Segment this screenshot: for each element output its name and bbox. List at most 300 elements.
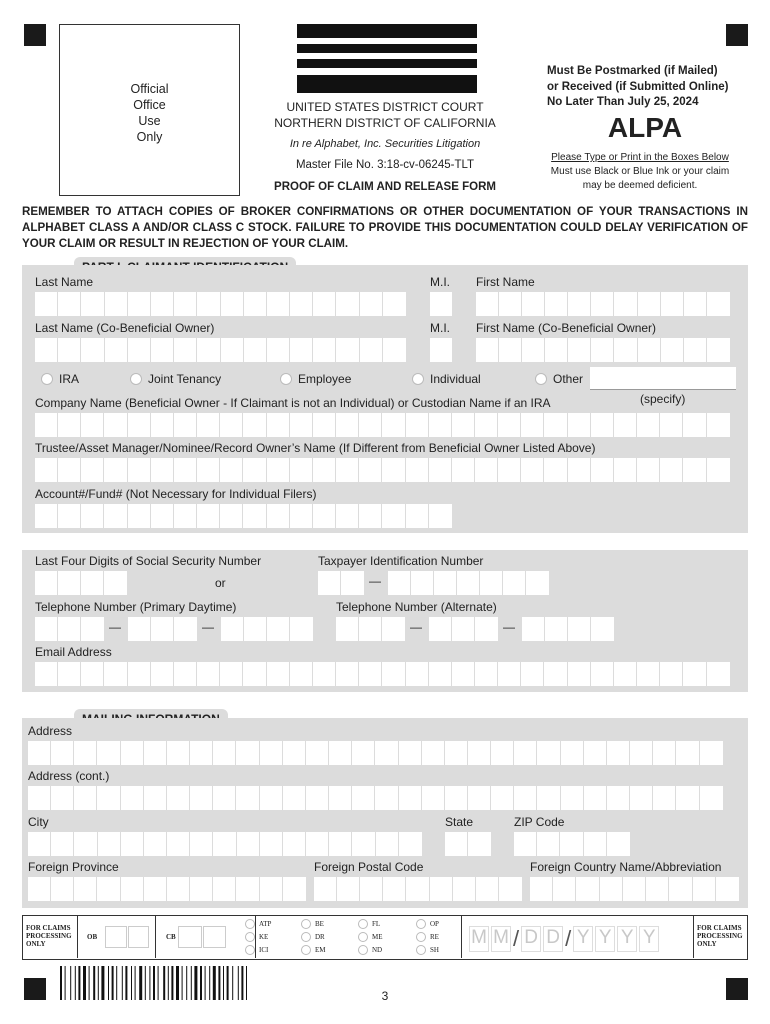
char-box[interactable] (707, 458, 730, 482)
foreign-country-field[interactable] (530, 877, 739, 901)
char-box[interactable] (684, 338, 707, 362)
char-box[interactable] (514, 832, 537, 856)
char-box[interactable] (430, 338, 452, 362)
char-box[interactable] (568, 292, 591, 316)
char-box[interactable] (476, 292, 499, 316)
char-box[interactable] (35, 504, 58, 528)
char-box[interactable] (637, 458, 660, 482)
char-box[interactable] (514, 786, 537, 810)
char-box[interactable] (591, 413, 614, 437)
char-box[interactable] (406, 504, 429, 528)
co-first-name-field[interactable] (476, 338, 730, 362)
char-box[interactable] (260, 741, 283, 765)
ob-boxes[interactable] (105, 926, 149, 948)
char-box[interactable] (237, 832, 260, 856)
char-box[interactable] (197, 504, 220, 528)
atp-radio[interactable] (245, 919, 255, 929)
tin-prefix-field[interactable] (318, 571, 364, 595)
char-box[interactable] (498, 458, 521, 482)
char-box[interactable] (104, 413, 127, 437)
char-box[interactable] (74, 786, 97, 810)
employee-radio[interactable] (280, 373, 292, 385)
char-box[interactable] (375, 786, 398, 810)
char-box[interactable] (58, 504, 81, 528)
char-box[interactable] (213, 786, 236, 810)
char-box[interactable] (360, 877, 383, 901)
char-box[interactable] (81, 504, 104, 528)
char-box[interactable] (544, 662, 567, 686)
char-box[interactable] (383, 292, 406, 316)
email-field[interactable] (35, 662, 730, 686)
char-box[interactable] (151, 504, 174, 528)
char-box[interactable] (630, 786, 653, 810)
char-box[interactable] (399, 786, 422, 810)
char-box[interactable] (476, 338, 499, 362)
char-box[interactable] (197, 458, 220, 482)
char-box[interactable] (429, 662, 452, 686)
char-box[interactable] (700, 741, 723, 765)
char-box[interactable] (197, 662, 220, 686)
char-box[interactable] (568, 617, 591, 641)
char-box[interactable] (197, 413, 220, 437)
char-box[interactable] (614, 458, 637, 482)
dr-radio[interactable] (301, 932, 311, 942)
char-box[interactable] (445, 741, 468, 765)
received-date-field[interactable] (469, 926, 659, 952)
char-box[interactable] (336, 292, 359, 316)
tin-suffix-field[interactable] (388, 571, 549, 595)
char-box[interactable] (128, 413, 151, 437)
phone-alt-area-field[interactable] (336, 617, 405, 641)
char-box[interactable] (716, 877, 739, 901)
char-box[interactable] (58, 413, 81, 437)
char-box[interactable] (359, 413, 382, 437)
char-box[interactable] (51, 877, 74, 901)
char-box[interactable] (576, 877, 599, 901)
foreign-province-field[interactable] (28, 877, 306, 901)
char-box[interactable] (267, 458, 290, 482)
char-box[interactable] (399, 741, 422, 765)
char-box[interactable] (167, 741, 190, 765)
char-box[interactable] (568, 338, 591, 362)
char-box[interactable] (476, 877, 499, 901)
char-box[interactable] (383, 877, 406, 901)
char-box[interactable] (144, 832, 167, 856)
phone-alt-line-field[interactable] (522, 617, 614, 641)
char-box[interactable] (105, 292, 128, 316)
account-field[interactable] (35, 504, 452, 528)
char-box[interactable] (514, 741, 537, 765)
first-name-field[interactable] (476, 292, 730, 316)
city-field[interactable] (28, 832, 422, 856)
char-box[interactable] (337, 877, 360, 901)
char-box[interactable] (81, 617, 104, 641)
char-box[interactable] (707, 662, 730, 686)
char-box[interactable] (267, 504, 290, 528)
char-box[interactable] (267, 662, 290, 686)
char-box[interactable] (382, 413, 405, 437)
char-box[interactable] (190, 786, 213, 810)
char-box[interactable] (561, 741, 584, 765)
char-box[interactable] (314, 877, 337, 901)
char-box[interactable] (174, 458, 197, 482)
char-box[interactable] (313, 504, 336, 528)
char-box[interactable] (660, 662, 683, 686)
char-box[interactable] (614, 292, 637, 316)
char-box[interactable] (267, 292, 290, 316)
char-box[interactable] (498, 413, 521, 437)
char-box[interactable] (630, 741, 653, 765)
me-radio[interactable] (358, 932, 368, 942)
joint-tenancy-radio[interactable] (130, 373, 142, 385)
char-box[interactable] (243, 662, 266, 686)
char-box[interactable] (376, 832, 399, 856)
char-box[interactable] (128, 504, 151, 528)
char-box[interactable] (684, 292, 707, 316)
char-box[interactable] (375, 741, 398, 765)
char-box[interactable] (104, 571, 127, 595)
char-box[interactable] (290, 413, 313, 437)
char-box[interactable] (329, 786, 352, 810)
char-box[interactable] (336, 662, 359, 686)
char-box[interactable] (220, 413, 243, 437)
char-box[interactable] (290, 617, 313, 641)
char-box[interactable] (51, 741, 74, 765)
char-box[interactable] (74, 877, 97, 901)
char-box[interactable] (406, 877, 429, 901)
char-box[interactable] (58, 458, 81, 482)
char-box[interactable] (522, 292, 545, 316)
char-box[interactable] (243, 504, 266, 528)
char-box[interactable] (607, 741, 630, 765)
char-box[interactable] (591, 292, 614, 316)
char-box[interactable] (81, 413, 104, 437)
zip-field[interactable] (514, 832, 630, 856)
char-box[interactable] (58, 662, 81, 686)
char-box[interactable] (422, 741, 445, 765)
address-field[interactable] (28, 741, 723, 765)
char-box[interactable] (560, 832, 583, 856)
char-box[interactable] (174, 504, 197, 528)
char-box[interactable] (81, 571, 104, 595)
sh-radio[interactable] (416, 945, 426, 955)
char-box[interactable] (360, 292, 383, 316)
char-box[interactable] (568, 458, 591, 482)
char-box[interactable] (318, 571, 341, 595)
char-box[interactable] (499, 292, 522, 316)
char-box[interactable] (104, 662, 127, 686)
phone-primary-line-field[interactable] (221, 617, 313, 641)
char-box[interactable] (244, 292, 267, 316)
char-box[interactable] (475, 413, 498, 437)
char-box[interactable] (58, 292, 81, 316)
char-box[interactable] (28, 877, 51, 901)
char-box[interactable] (260, 877, 283, 901)
ke-radio[interactable] (245, 932, 255, 942)
char-box[interactable] (174, 617, 197, 641)
char-box[interactable] (128, 617, 151, 641)
char-box[interactable] (313, 338, 336, 362)
char-box[interactable] (35, 571, 58, 595)
char-box[interactable] (399, 832, 422, 856)
char-box[interactable] (352, 786, 375, 810)
char-box[interactable] (167, 877, 190, 901)
char-box[interactable] (700, 786, 723, 810)
char-box[interactable] (468, 741, 491, 765)
co-last-name-field[interactable] (35, 338, 406, 362)
char-box[interactable] (434, 571, 457, 595)
char-box[interactable] (499, 877, 522, 901)
char-box[interactable] (545, 292, 568, 316)
co-mi-field[interactable] (430, 338, 452, 362)
char-box[interactable] (584, 832, 607, 856)
char-box[interactable] (28, 832, 51, 856)
char-box[interactable] (676, 786, 699, 810)
char-box[interactable] (503, 571, 526, 595)
char-box[interactable] (491, 741, 514, 765)
char-box[interactable] (406, 458, 429, 482)
char-box[interactable] (97, 786, 120, 810)
char-box[interactable] (526, 571, 549, 595)
char-box[interactable] (445, 832, 468, 856)
char-box[interactable] (306, 832, 329, 856)
char-box[interactable] (491, 786, 514, 810)
char-box[interactable] (707, 413, 730, 437)
char-box[interactable] (267, 617, 290, 641)
char-box[interactable] (221, 292, 244, 316)
char-box[interactable] (283, 741, 306, 765)
char-box[interactable] (452, 617, 475, 641)
char-box[interactable] (638, 292, 661, 316)
phone-primary-prefix-field[interactable] (128, 617, 197, 641)
char-box[interactable] (313, 662, 336, 686)
char-box[interactable] (544, 458, 567, 482)
char-box[interactable] (545, 338, 568, 362)
char-box[interactable] (220, 458, 243, 482)
char-box[interactable] (637, 413, 660, 437)
char-box[interactable] (243, 413, 266, 437)
char-box[interactable] (452, 662, 475, 686)
char-box[interactable] (591, 338, 614, 362)
char-box[interactable] (452, 458, 475, 482)
char-box[interactable] (388, 571, 411, 595)
char-box[interactable] (174, 292, 197, 316)
char-box[interactable] (35, 458, 58, 482)
char-box[interactable] (74, 832, 97, 856)
char-box[interactable] (537, 741, 560, 765)
char-box[interactable] (359, 617, 382, 641)
char-box[interactable] (151, 338, 174, 362)
char-box[interactable] (197, 292, 220, 316)
char-box[interactable] (306, 786, 329, 810)
char-box[interactable] (430, 877, 453, 901)
char-box[interactable] (341, 571, 364, 595)
char-box[interactable] (121, 741, 144, 765)
char-box[interactable] (220, 504, 243, 528)
char-box[interactable] (553, 877, 576, 901)
char-box[interactable] (51, 786, 74, 810)
char-box[interactable] (81, 292, 104, 316)
char-box[interactable] (537, 786, 560, 810)
char-box[interactable] (58, 571, 81, 595)
char-box[interactable] (151, 292, 174, 316)
char-box[interactable] (660, 413, 683, 437)
char-box[interactable] (445, 786, 468, 810)
foreign-postal-field[interactable] (314, 877, 522, 901)
char-box[interactable] (545, 617, 568, 641)
char-box[interactable] (522, 338, 545, 362)
char-box[interactable] (260, 832, 283, 856)
other-specify-field[interactable] (590, 367, 736, 390)
char-box[interactable] (244, 617, 267, 641)
char-box[interactable] (35, 338, 58, 362)
char-box[interactable] (568, 413, 591, 437)
char-box[interactable] (97, 877, 120, 901)
char-box[interactable] (568, 662, 591, 686)
char-box[interactable] (35, 413, 58, 437)
char-box[interactable] (521, 662, 544, 686)
char-box[interactable] (452, 413, 475, 437)
char-box[interactable] (329, 832, 352, 856)
char-box[interactable] (213, 741, 236, 765)
char-box[interactable] (260, 786, 283, 810)
char-box[interactable] (174, 413, 197, 437)
char-box[interactable] (584, 741, 607, 765)
char-box[interactable] (661, 338, 684, 362)
char-box[interactable] (623, 877, 646, 901)
ici-radio[interactable] (245, 945, 255, 955)
char-box[interactable] (97, 741, 120, 765)
individual-radio[interactable] (412, 373, 424, 385)
char-box[interactable] (174, 338, 197, 362)
char-box[interactable] (236, 786, 259, 810)
char-box[interactable] (498, 662, 521, 686)
char-box[interactable] (661, 292, 684, 316)
char-box[interactable] (151, 413, 174, 437)
char-box[interactable] (676, 741, 699, 765)
char-box[interactable] (35, 292, 58, 316)
char-box[interactable] (653, 741, 676, 765)
cb-boxes[interactable] (178, 926, 226, 948)
char-box[interactable] (614, 338, 637, 362)
char-box[interactable] (104, 458, 127, 482)
char-box[interactable] (429, 504, 452, 528)
char-box[interactable] (430, 292, 452, 316)
char-box[interactable] (28, 786, 51, 810)
char-box[interactable] (236, 741, 259, 765)
char-box[interactable] (544, 413, 567, 437)
char-box[interactable] (591, 458, 614, 482)
char-box[interactable] (352, 832, 375, 856)
char-box[interactable] (290, 662, 313, 686)
char-box[interactable] (121, 786, 144, 810)
char-box[interactable] (422, 786, 445, 810)
char-box[interactable] (283, 877, 306, 901)
char-box[interactable] (313, 458, 336, 482)
char-box[interactable] (591, 662, 614, 686)
nd-radio[interactable] (358, 945, 368, 955)
char-box[interactable] (105, 338, 128, 362)
char-box[interactable] (104, 504, 127, 528)
char-box[interactable] (382, 662, 405, 686)
mi-field[interactable] (430, 292, 452, 316)
char-box[interactable] (51, 832, 74, 856)
char-box[interactable] (614, 662, 637, 686)
char-box[interactable] (411, 571, 434, 595)
char-box[interactable] (336, 617, 359, 641)
char-box[interactable] (221, 338, 244, 362)
char-box[interactable] (360, 338, 383, 362)
char-box[interactable] (151, 617, 174, 641)
char-box[interactable] (306, 741, 329, 765)
char-box[interactable] (693, 877, 716, 901)
char-box[interactable] (290, 292, 313, 316)
char-box[interactable] (267, 338, 290, 362)
char-box[interactable] (128, 662, 151, 686)
char-box[interactable] (220, 662, 243, 686)
char-box[interactable] (336, 504, 359, 528)
char-box[interactable] (637, 662, 660, 686)
char-box[interactable] (144, 786, 167, 810)
char-box[interactable] (128, 292, 151, 316)
char-box[interactable] (406, 413, 429, 437)
char-box[interactable] (607, 832, 630, 856)
char-box[interactable] (81, 662, 104, 686)
char-box[interactable] (429, 413, 452, 437)
char-box[interactable] (522, 617, 545, 641)
char-box[interactable] (457, 571, 480, 595)
char-box[interactable] (336, 458, 359, 482)
char-box[interactable] (521, 413, 544, 437)
char-box[interactable] (167, 832, 190, 856)
char-box[interactable] (236, 877, 259, 901)
state-field[interactable] (445, 832, 491, 856)
char-box[interactable] (151, 662, 174, 686)
char-box[interactable] (174, 662, 197, 686)
char-box[interactable] (646, 877, 669, 901)
char-box[interactable] (213, 832, 236, 856)
char-box[interactable] (499, 338, 522, 362)
char-box[interactable] (35, 617, 58, 641)
char-box[interactable] (28, 741, 51, 765)
char-box[interactable] (382, 504, 405, 528)
char-box[interactable] (313, 413, 336, 437)
char-box[interactable] (537, 832, 560, 856)
char-box[interactable] (336, 338, 359, 362)
char-box[interactable] (167, 786, 190, 810)
char-box[interactable] (144, 741, 167, 765)
char-box[interactable] (521, 458, 544, 482)
char-box[interactable] (336, 413, 359, 437)
char-box[interactable] (58, 617, 81, 641)
char-box[interactable] (243, 458, 266, 482)
char-box[interactable] (683, 413, 706, 437)
char-box[interactable] (190, 877, 213, 901)
char-box[interactable] (352, 741, 375, 765)
company-name-field[interactable] (35, 413, 730, 437)
char-box[interactable] (290, 338, 313, 362)
char-box[interactable] (290, 504, 313, 528)
char-box[interactable] (329, 741, 352, 765)
char-box[interactable] (283, 832, 306, 856)
other-radio[interactable] (535, 373, 547, 385)
char-box[interactable] (468, 786, 491, 810)
char-box[interactable] (267, 413, 290, 437)
be-radio[interactable] (301, 919, 311, 929)
re-radio[interactable] (416, 932, 426, 942)
char-box[interactable] (707, 292, 730, 316)
char-box[interactable] (35, 662, 58, 686)
